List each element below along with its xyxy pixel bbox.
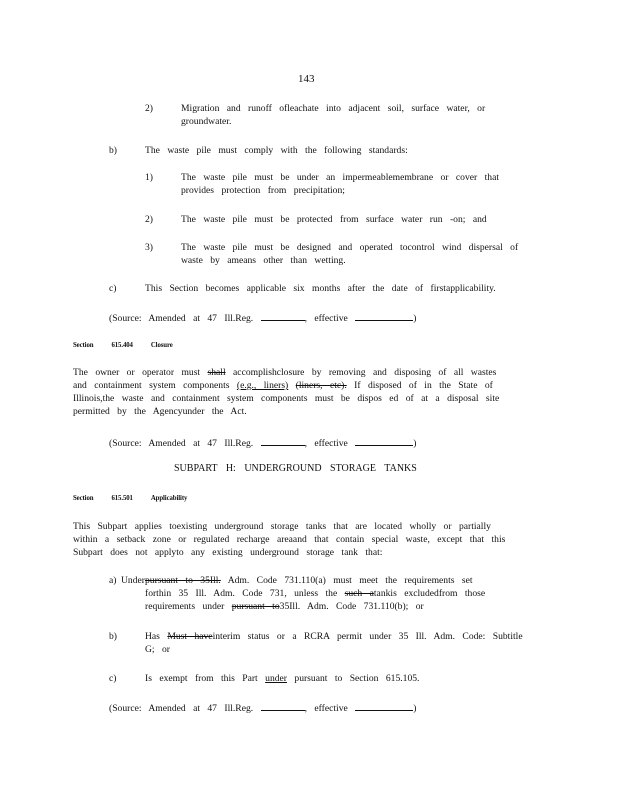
section-word: Section <box>73 342 94 349</box>
paragraph-closure <box>73 366 499 418</box>
item-label: b) <box>109 631 117 642</box>
source-close: ) <box>413 438 417 449</box>
text-run: Adm. Code 731.110(a) must meet the requirements set <box>227 575 473 586</box>
paragraph-item-b <box>145 630 523 656</box>
item-label: a) <box>109 575 117 586</box>
text-run: Is exempt from this Part <box>145 673 258 684</box>
blank-line <box>261 435 305 446</box>
section-title: Applicability <box>150 495 188 502</box>
source-close: ) <box>413 313 417 324</box>
section-heading <box>73 339 191 352</box>
item-label: b) <box>109 145 117 156</box>
section-heading <box>73 492 205 505</box>
text-line: provides protection from precipitation; <box>181 185 345 196</box>
struck-text: pursuant to 35Ill. <box>144 575 221 586</box>
source-comma: , <box>304 438 307 449</box>
text-run: Has <box>145 631 160 642</box>
section-word: Section <box>73 495 94 502</box>
text-run: tankis excludedfrom those <box>373 588 486 599</box>
text-run: Under <box>121 575 145 586</box>
text-line: groundwater. <box>181 116 232 127</box>
source-note <box>109 700 416 715</box>
text-run: and containment system components <box>73 380 230 391</box>
source-comma: , <box>304 313 307 324</box>
subpart-heading: SUBPART H: UNDERGROUND STORAGE TANKS <box>174 463 417 474</box>
struck-text: (liners, etc). <box>295 380 347 391</box>
text-run: requirements under <box>145 601 225 612</box>
item-label: c) <box>109 283 117 294</box>
text-line <box>121 574 485 587</box>
text-line: within a setback zone or regulated recharge areaand that contain special waste, except that this <box>73 534 506 545</box>
source-prefix: (Source: Amended at 47 Ill.Reg. <box>109 438 254 449</box>
struck-text: such a <box>344 588 374 599</box>
text-line <box>73 379 499 392</box>
paragraph-applicability-date: This Section becomes applicable six months after the date of firstapplicability. <box>145 283 496 294</box>
paragraph-migration <box>181 102 485 128</box>
text-line <box>73 366 499 379</box>
item-label: 2) <box>145 103 153 114</box>
section-number: 615.404 <box>111 342 133 349</box>
blank-line <box>261 310 305 321</box>
text-line <box>145 630 523 643</box>
text-line: G; or <box>145 644 170 655</box>
struck-text: pursuant to <box>231 601 280 612</box>
text-run: forthin 35 Ill. Adm. Code 731, unless the <box>145 588 338 599</box>
paragraph-item-c <box>145 672 419 685</box>
paragraph-wind-dispersal <box>181 241 518 267</box>
blank-line <box>261 700 305 711</box>
struck-text: shall <box>207 367 226 378</box>
blank-line <box>355 435 413 446</box>
source-close: ) <box>413 703 417 714</box>
source-note <box>109 310 416 325</box>
text-line: The waste pile must be under an impermeablemembrane or cover that <box>181 172 499 183</box>
paragraph-run-on <box>181 213 487 226</box>
text-run: If disposed of in the State of <box>354 380 493 391</box>
text-run: The owner or operator must <box>73 367 201 378</box>
source-note <box>109 435 416 450</box>
text-line: Migration and runoff ofleachate into adjacent soil, surface water, or <box>181 103 486 114</box>
text-line: The waste pile must be protected from surface water run -on; and <box>181 214 487 225</box>
paragraph-impermeable-membrane <box>181 171 499 197</box>
text-line: Subpart does not applyto any existing underground storage tank that: <box>73 547 383 558</box>
paragraph-waste-pile-standards: The waste pile must comply with the following standards: <box>145 145 408 156</box>
source-comma: , <box>304 703 307 714</box>
text-run: pursuant to Section 615.105. <box>294 673 420 684</box>
blank-line <box>355 310 413 321</box>
struck-text: Must have <box>167 631 213 642</box>
item-label: c) <box>109 673 117 684</box>
item-label: 3) <box>145 242 153 253</box>
page-number: 143 <box>298 73 315 85</box>
text-line <box>145 600 485 613</box>
source-effective: effective <box>314 438 348 449</box>
item-label: 1) <box>145 172 153 183</box>
paragraph-subpart-applicability <box>73 520 505 559</box>
text-run: interim status or a RCRA permit under 35 Ill. Adm. Code: Subtitle <box>212 631 523 642</box>
text-line: The waste pile must be designed and operated tocontrol wind dispersal of <box>181 242 519 253</box>
paragraph-item-a <box>121 574 485 613</box>
blank-line <box>355 700 413 711</box>
text-run: 35Ill. Adm. Code 731.110(b); or <box>279 601 424 612</box>
item-label: 2) <box>145 214 153 225</box>
source-effective: effective <box>314 703 348 714</box>
source-prefix: (Source: Amended at 47 Ill.Reg. <box>109 313 254 324</box>
text-line: This Subpart applies toexisting underground storage tanks that are located wholly or partially <box>73 521 491 532</box>
section-number: 615.501 <box>111 495 133 502</box>
text-line: permitted by the Agencyunder the Act. <box>73 406 247 417</box>
underlined-text: (e.g., liners) <box>236 380 289 391</box>
section-title: Closure <box>150 342 173 349</box>
text-line <box>145 587 485 600</box>
source-effective: effective <box>314 313 348 324</box>
underlined-text: under <box>265 673 287 684</box>
source-prefix: (Source: Amended at 47 Ill.Reg. <box>109 703 254 714</box>
text-run: accomplishclosure by removing and disposing of all wastes <box>233 367 497 378</box>
text-line: Illinois,the waste and containment system components must be dispos ed of at a disposal site <box>73 393 500 404</box>
text-line: waste by ameans other than wetting. <box>181 255 346 266</box>
